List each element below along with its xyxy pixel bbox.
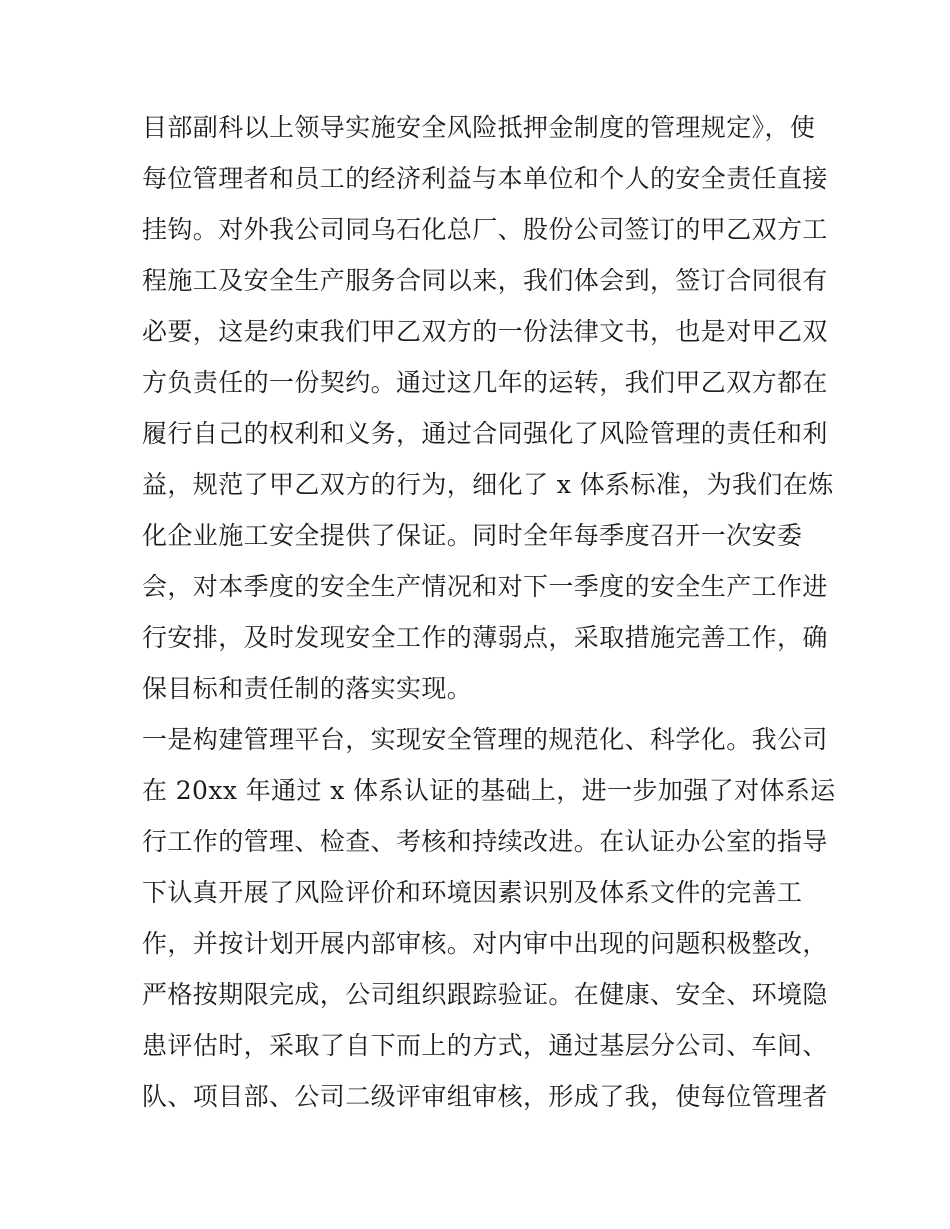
text-line: 方负责任的一份契约。通过这几年的运转，我们甲乙双方都在 (142, 368, 828, 397)
text-line: 益，规范了甲乙双方的行为，细化了 x 体系标准，为我们在炼 (142, 470, 834, 499)
text-line: 队、项目部、公司二级评审组审核，形成了我，使每位管理者 (142, 1082, 828, 1111)
text-line: 患评估时，采取了自下而上的方式，通过基层分公司、车间、 (142, 1031, 828, 1060)
text-line: 下认真开展了风险评价和环境因素识别及体系文件的完善工 (142, 878, 803, 907)
text-line: 行安排，及时发现安全工作的薄弱点，采取措施完善工作，确 (142, 623, 828, 652)
text-line: 会，对本季度的安全生产情况和对下一季度的安全生产工作进 (142, 572, 828, 601)
text-line: 严格按期限完成，公司组织跟踪验证。在健康、安全、环境隐 (142, 980, 828, 1009)
text-line: 作，并按计划开展内部审核。对内审中出现的问题积极整改， (142, 929, 828, 958)
text-line: 挂钩。对外我公司同乌石化总厂、股份公司签订的甲乙双方工 (142, 215, 828, 244)
text-line: 每位管理者和员工的经济利益与本单位和个人的安全责任直接 (142, 164, 828, 193)
text-line: 目部副科以上领导实施安全风险抵押金制度的管理规定》，使 (142, 113, 816, 142)
text-line: 行工作的管理、检查、考核和持续改进。在认证办公室的指导 (142, 827, 828, 856)
text-line: 履行自己的权利和义务，通过合同强化了风险管理的责任和利 (142, 419, 828, 448)
text-line: 化企业施工安全提供了保证。同时全年每季度召开一次安委 (142, 521, 803, 550)
text-line: 必要，这是约束我们甲乙双方的一份法律文书，也是对甲乙双 (142, 317, 828, 346)
text-line: 在 20xx 年通过 x 体系认证的基础上，进一步加强了对体系运 (142, 776, 836, 805)
text-line: 一是构建管理平台，实现安全管理的规范化、科学化。我公司 (142, 725, 828, 754)
text-line: 保目标和责任制的落实实现。 (142, 674, 473, 703)
text-line: 程施工及安全生产服务合同以来，我们体会到，签订合同很有 (142, 266, 828, 295)
